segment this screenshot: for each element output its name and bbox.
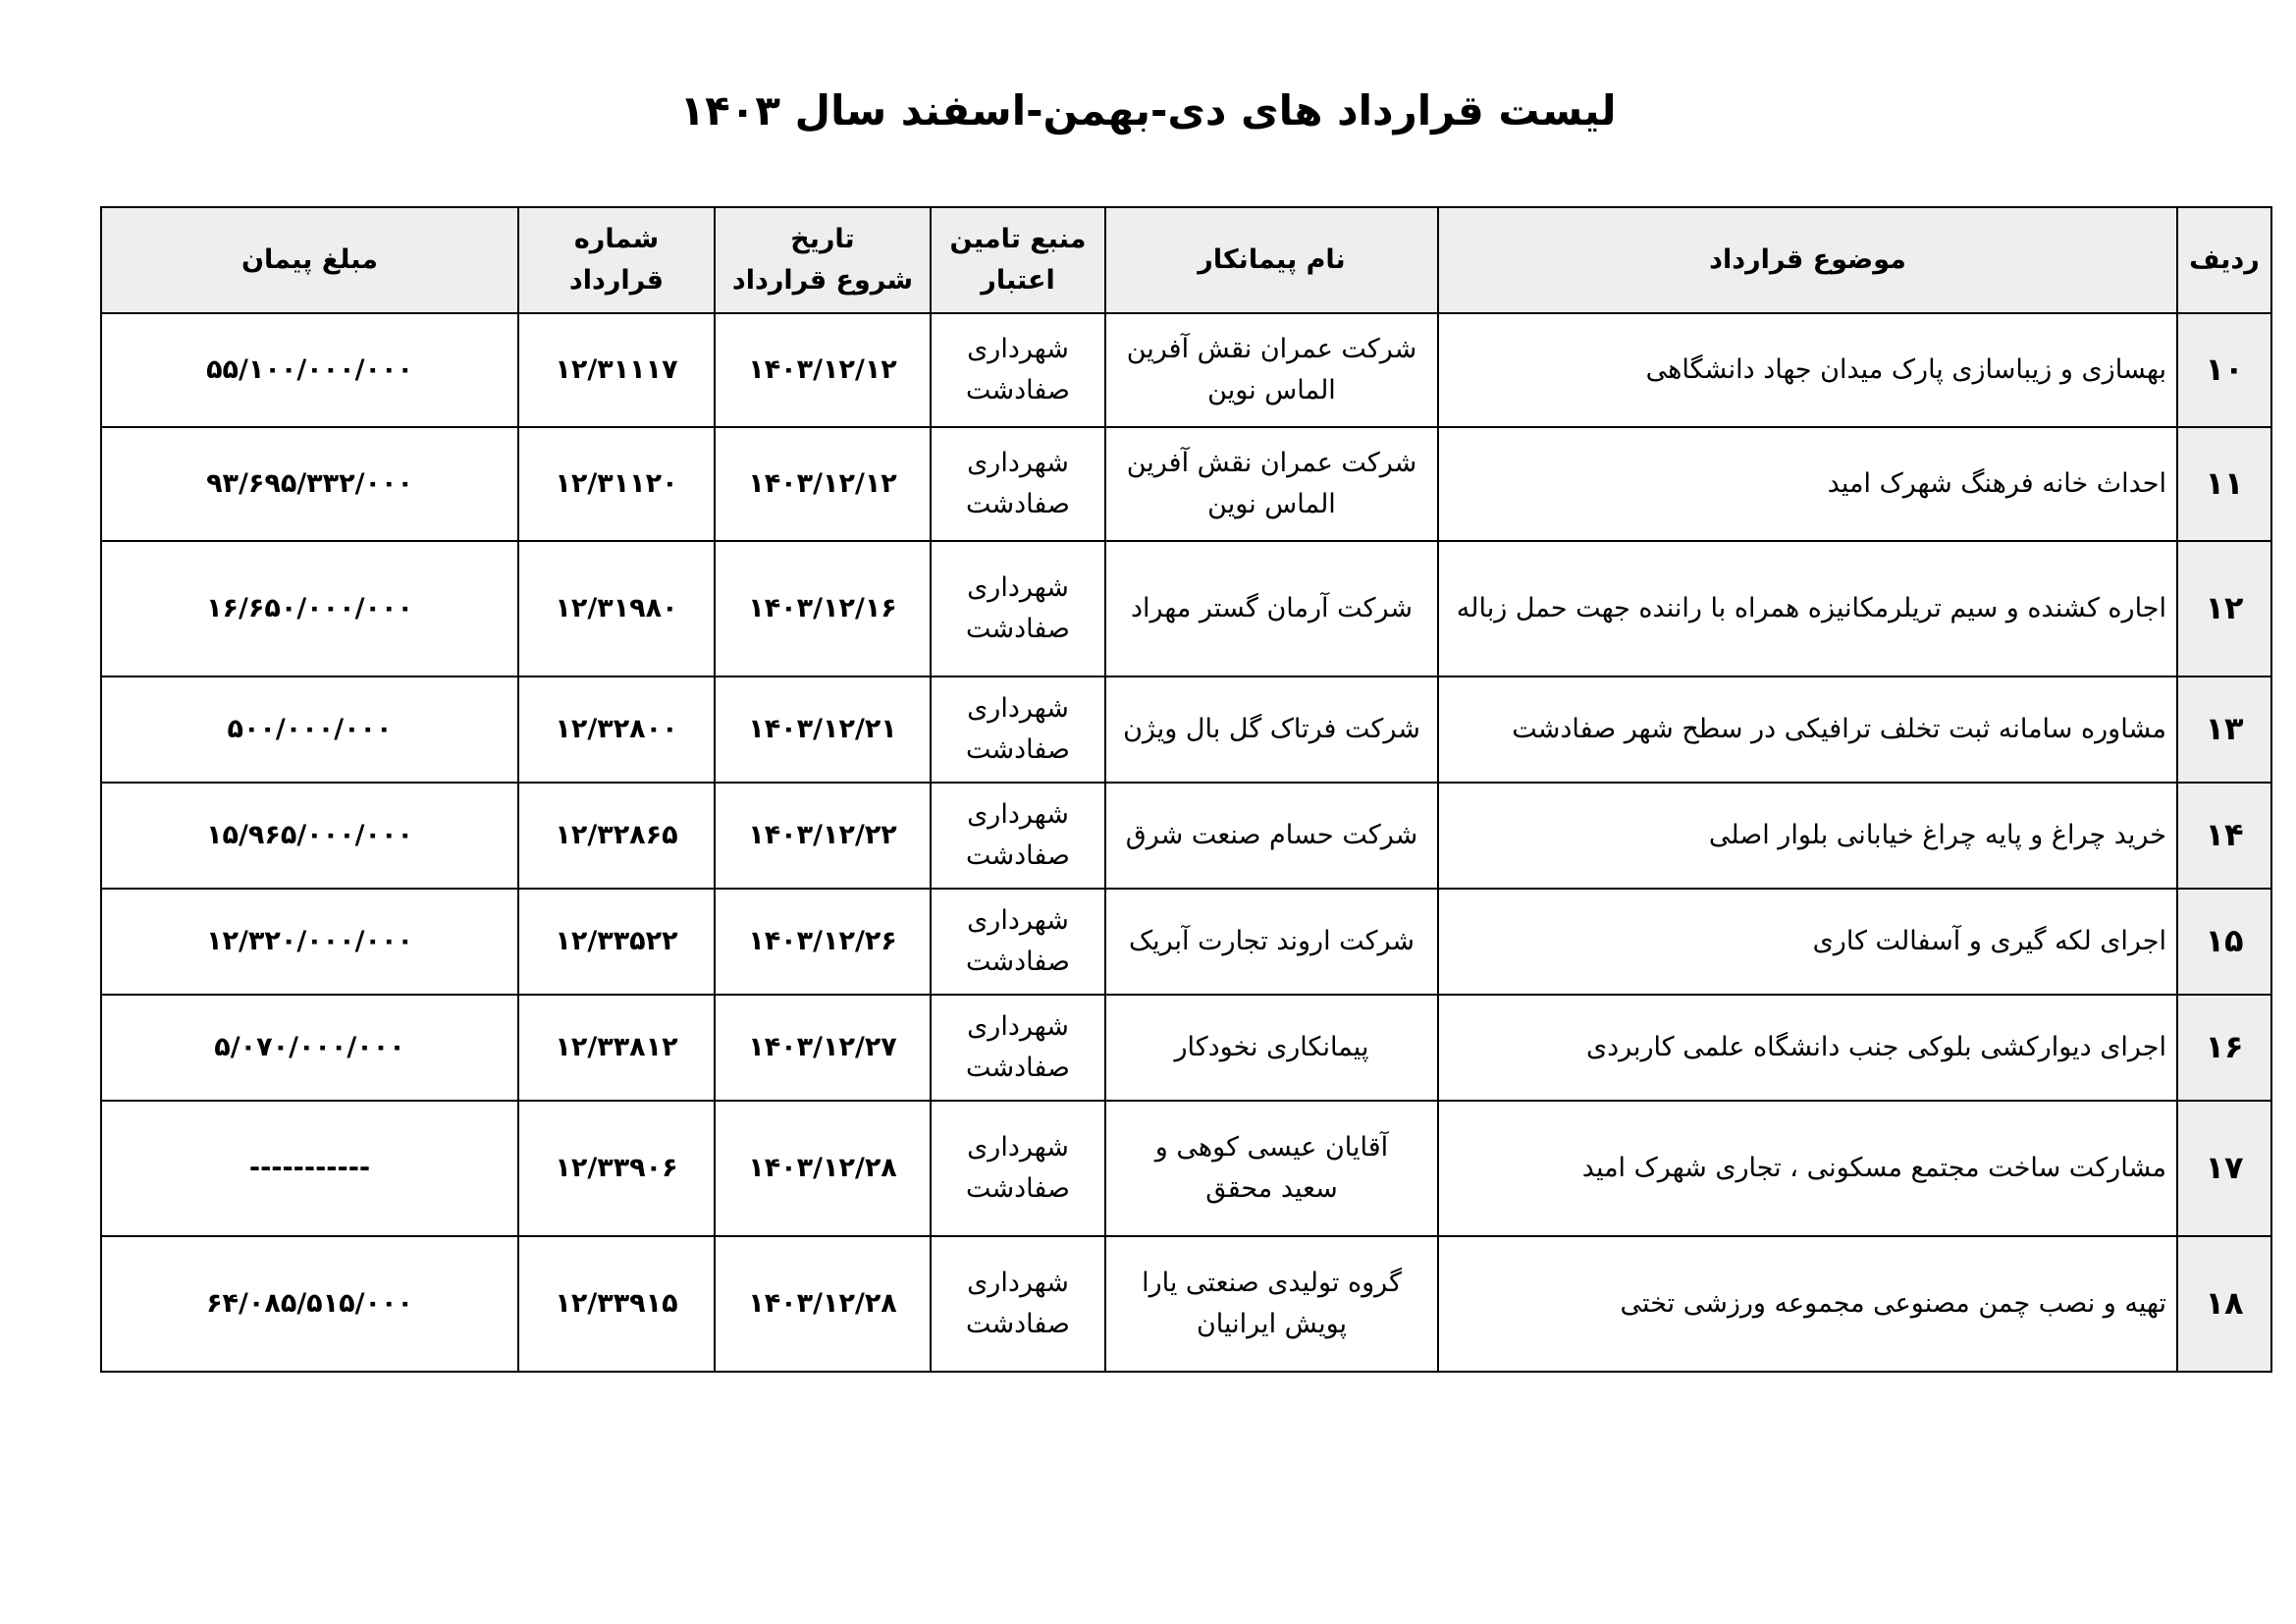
contract-number: ۱۲/۳۱۹۸۰ [518,541,715,677]
contract-amount: ۵۵/۱۰۰/۰۰۰/۰۰۰ [101,313,518,427]
funding-source-line2: صفادشت [966,840,1070,871]
contractor-name-line1: شرکت اروند تجارت آبریک [1128,926,1415,957]
row-number: ۱۳ [2177,677,2271,783]
contractor-name [1105,995,1438,1101]
header-funding-line1: منبع تامین [949,224,1087,255]
funding-source-line2: صفادشت [966,947,1070,977]
contract-amount: ۵/۰۷۰/۰۰۰/۰۰۰ [101,995,518,1101]
contract-amount: ----------- [101,1101,518,1236]
contractor-name [1105,1236,1438,1372]
contractor-name-line2: سعید محقق [1205,1173,1338,1204]
contract-start-date: ۱۴۰۳/۱۲/۱۲ [715,313,931,427]
funding-source-line2: صفادشت [966,1173,1070,1204]
contract-subject: اجاره کشنده و سیم تریلرمکانیزه همراه با راننده جهت حمل زباله [1438,541,2177,677]
funding-source-line1: شهرداری [967,1268,1069,1299]
contractor-name-line2: الماس نوین [1207,489,1336,519]
header-date [715,207,931,313]
table-row [101,1101,2271,1236]
contract-subject: مشاوره سامانه ثبت تخلف ترافیکی در سطح شهر صفادشت [1438,677,2177,783]
contractor-name [1105,1101,1438,1236]
header-funding-line2: اعتبار [981,265,1055,296]
header-date-line2: شروع قرارداد [731,265,914,296]
contract-number: ۱۲/۳۳۹۱۵ [518,1236,715,1372]
contractor-name-line2: الماس نوین [1207,375,1336,406]
funding-source [931,541,1105,677]
contract-subject: بهسازی و زیباسازی پارک میدان جهاد دانشگاهی [1438,313,2177,427]
funding-source [931,427,1105,541]
header-amount: مبلغ پیمان [101,207,518,313]
contractor-name-line1: گروه تولیدی صنعتی یارا [1142,1268,1402,1299]
contract-start-date: ۱۴۰۳/۱۲/۱۲ [715,427,931,541]
contract-amount: ۱۶/۶۵۰/۰۰۰/۰۰۰ [101,541,518,677]
funding-source-line1: شهرداری [967,334,1069,365]
contract-number: ۱۲/۳۲۸۶۵ [518,783,715,889]
contract-start-date: ۱۴۰۳/۱۲/۲۸ [715,1236,931,1372]
row-number: ۱۸ [2177,1236,2271,1372]
funding-source-line2: صفادشت [966,375,1070,406]
contractor-name [1105,313,1438,427]
contract-subject: مشارکت ساخت مجتمع مسکونی ، تجاری شهرک امید [1438,1101,2177,1236]
page-title: لیست قرارداد های دی-بهمن-اسفند سال ۱۴۰۳ [679,86,1617,135]
contract-number: ۱۲/۳۲۸۰۰ [518,677,715,783]
contract-amount: ۵۰۰/۰۰۰/۰۰۰ [101,677,518,783]
funding-source-line2: صفادشت [966,614,1070,644]
row-number: ۱۱ [2177,427,2271,541]
header-contractor: نام پیمانکار [1105,207,1438,313]
contractor-name [1105,677,1438,783]
funding-source-line2: صفادشت [966,1309,1070,1339]
funding-source [931,1236,1105,1372]
contractor-name-line1: شرکت فرتاک گل بال ویژن [1123,714,1420,745]
table-row [101,541,2271,677]
funding-source-line1: شهرداری [967,1132,1069,1164]
funding-source-line1: شهرداری [967,693,1069,725]
funding-source [931,677,1105,783]
contract-start-date: ۱۴۰۳/۱۲/۲۸ [715,1101,931,1236]
row-number: ۱۶ [2177,995,2271,1101]
funding-source-line1: شهرداری [967,448,1069,479]
contract-number: ۱۲/۳۳۹۰۶ [518,1101,715,1236]
contractor-name-line1: آقایان عیسی کوهی و [1154,1132,1389,1164]
contract-subject: اجرای لکه گیری و آسفالت کاری [1438,889,2177,995]
contractor-name-line1: پیمانکاری نخودکار [1174,1032,1369,1063]
table-row [101,427,2271,541]
header-number: شماره قرارداد [518,207,715,313]
row-number: ۱۵ [2177,889,2271,995]
table-row [101,1236,2271,1372]
table-row [101,783,2271,889]
contract-number: ۱۲/۳۳۵۲۲ [518,889,715,995]
contract-amount: ۶۴/۰۸۵/۵۱۵/۰۰۰ [101,1236,518,1372]
contract-start-date: ۱۴۰۳/۱۲/۱۶ [715,541,931,677]
funding-source-line2: صفادشت [966,734,1070,765]
contractor-name-line1: شرکت عمران نقش آفرین [1126,448,1417,479]
header-radif: ردیف [2177,207,2271,313]
contract-subject: احداث خانه فرهنگ شهرک امید [1438,427,2177,541]
funding-source-line2: صفادشت [966,1053,1070,1083]
funding-source-line1: شهرداری [967,905,1069,937]
contract-start-date: ۱۴۰۳/۱۲/۲۶ [715,889,931,995]
contract-subject: اجرای دیوارکشی بلوکی جنب دانشگاه علمی کاربردی [1438,995,2177,1101]
table-row [101,995,2271,1101]
row-number: ۱۴ [2177,783,2271,889]
contract-number: ۱۲/۳۱۱۱۷ [518,313,715,427]
funding-source [931,889,1105,995]
contract-amount: ۱۵/۹۶۵/۰۰۰/۰۰۰ [101,783,518,889]
contracts-table [100,206,2272,1373]
row-number: ۱۷ [2177,1101,2271,1236]
contract-subject: تهیه و نصب چمن مصنوعی مجموعه ورزشی تختی [1438,1236,2177,1372]
contractor-name [1105,427,1438,541]
funding-source-line2: صفادشت [966,489,1070,519]
table-row [101,313,2271,427]
contractor-name-line1: شرکت عمران نقش آفرین [1126,334,1417,365]
contract-number: ۱۲/۳۱۱۲۰ [518,427,715,541]
funding-source-line1: شهرداری [967,572,1069,604]
contract-start-date: ۱۴۰۳/۱۲/۲۱ [715,677,931,783]
contractor-name [1105,783,1438,889]
row-number: ۱۰ [2177,313,2271,427]
contract-amount: ۱۲/۳۲۰/۰۰۰/۰۰۰ [101,889,518,995]
contract-start-date: ۱۴۰۳/۱۲/۲۲ [715,783,931,889]
table-row [101,889,2271,995]
table-row [101,677,2271,783]
header-subject: موضوع قرارداد [1438,207,2177,313]
contract-start-date: ۱۴۰۳/۱۲/۲۷ [715,995,931,1101]
funding-source [931,995,1105,1101]
contractor-name [1105,541,1438,677]
contractor-name [1105,889,1438,995]
contract-number: ۱۲/۳۳۸۱۲ [518,995,715,1101]
header-funding [931,207,1105,313]
contract-subject: خرید چراغ و پایه چراغ خیابانی بلوار اصلی [1438,783,2177,889]
contractor-name-line1: شرکت آرمان گستر مهراد [1130,593,1413,624]
funding-source [931,783,1105,889]
table-header-row [101,207,2271,313]
header-date-line1: تاریخ [790,224,855,255]
contractor-name-line1: شرکت حسام صنعت شرق [1125,820,1418,851]
contractor-name-line2: پویش ایرانیان [1196,1309,1348,1339]
funding-source [931,313,1105,427]
funding-source-line1: شهرداری [967,799,1069,831]
contract-amount: ۹۳/۶۹۵/۳۳۲/۰۰۰ [101,427,518,541]
funding-source-line1: شهرداری [967,1011,1069,1043]
funding-source [931,1101,1105,1236]
row-number: ۱۲ [2177,541,2271,677]
